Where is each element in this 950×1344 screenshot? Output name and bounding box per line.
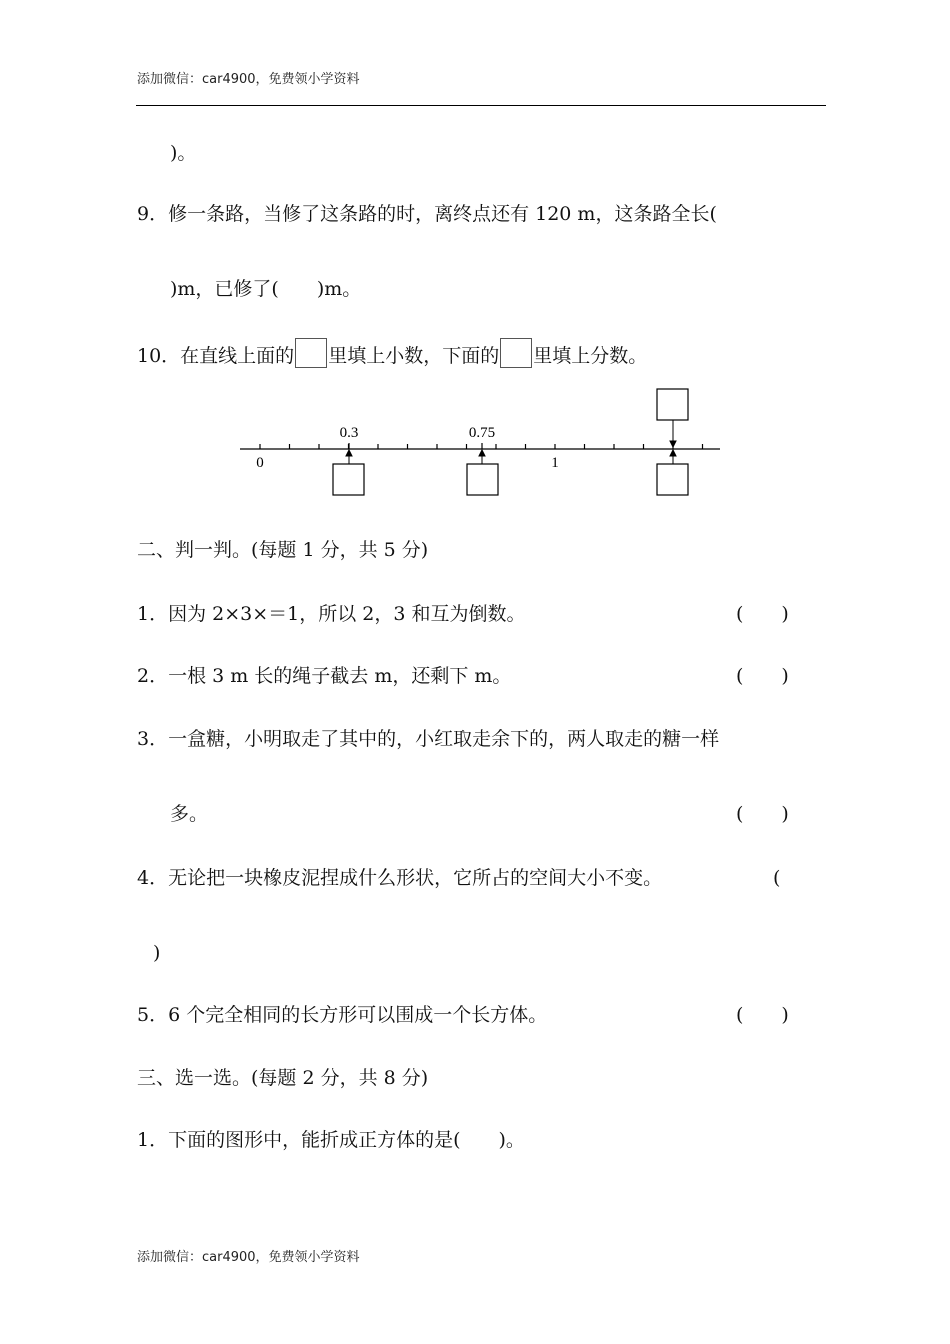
q9-line1: 9．修一条路，当修了这条路的时，离终点还有 120 m，这条路全长( [137,203,717,225]
answer-box-c-top [657,389,688,420]
arrow-up-c [670,450,676,464]
number-line-ticks [260,444,703,449]
q10-mid: 里填上小数，下面的 [328,345,500,367]
page-footer: 添加微信：car4900，免费领小学资料 [137,1250,360,1265]
q10-suffix: 里填上分数。 [533,345,648,367]
arrow-down-c [670,420,676,447]
page-header: 添加微信：car4900，免费领小学资料 [137,72,360,87]
s2-q4-text: 4．无论把一块橡皮泥捏成什么形状，它所占的空间大小不变。 [137,867,663,889]
number-line-figure [230,380,730,505]
header-divider [136,105,826,106]
q10-prefix: 10．在直线上面的 [137,345,295,367]
s2-q2-answer-paren[interactable]: ( ) [736,665,789,687]
q8-tail: )。 [170,142,197,164]
arrow-up-b [479,450,485,464]
s2-q3-text: 3．一盒糖，小明取走了其中的，小红取走余下的，两人取走的糖一样 [137,728,720,750]
q10-inline-box-top [295,338,327,368]
label-zero: 0 [256,455,264,471]
s2-q2-text: 2．一根 3 m 长的绳子截去 m，还剩下 m。 [137,665,512,687]
q10-instruction [137,338,647,368]
s2-q4-paren-open[interactable]: ( [773,867,781,889]
s2-q5-text: 5．6 个完全相同的长方形可以围成一个长方体。 [137,1004,548,1026]
label-decimal-b: 0.75 [468,425,496,441]
s2-q1-answer-paren[interactable]: ( ) [736,603,789,625]
q9-line2: )m，已修了( )m。 [170,278,362,300]
section2-title: 二、判一判。(每题 1 分，共 5 分) [137,539,429,561]
answer-box-a [333,464,364,495]
s2-q5-answer-paren[interactable]: ( ) [736,1004,789,1026]
s2-q3-answer-paren[interactable]: ( ) [736,803,789,825]
label-decimal-a: 0.3 [339,425,359,441]
arrow-up-a [346,450,352,464]
q10-inline-box-bottom [500,338,532,368]
answer-box-c-bottom [657,464,688,495]
s3-q1-text: 1．下面的图形中，能折成正方体的是( )。 [137,1129,525,1151]
s2-q4-paren-close: ) [153,942,161,964]
section3-title: 三、选一选。(每题 2 分，共 8 分) [137,1067,429,1089]
s2-q1-text: 1．因为 2×3×＝1，所以 2，3 和互为倒数。 [137,603,526,625]
answer-box-b [467,464,498,495]
s2-q3-continued: 多。 [170,803,209,825]
label-one: 1 [551,455,559,471]
